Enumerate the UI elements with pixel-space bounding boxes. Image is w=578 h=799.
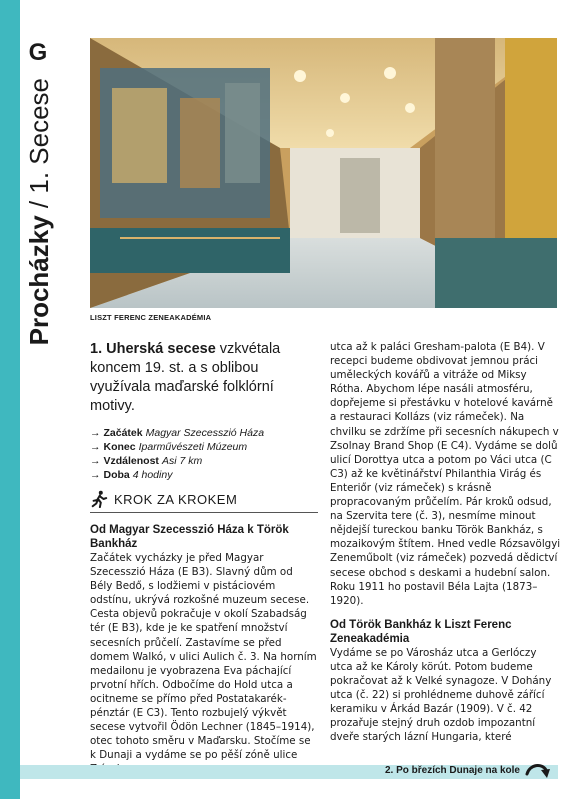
vertical-title-main: Procházky — [24, 215, 54, 346]
fact-label: Vzdálenost — [103, 455, 159, 467]
accent-sidebar — [0, 0, 20, 799]
fact-value: Asi 7 km — [161, 455, 203, 467]
vertical-title — [22, 78, 56, 378]
left-column — [90, 340, 318, 787]
curved-arrow-icon[interactable] — [524, 760, 552, 782]
section-letter: G — [28, 39, 48, 66]
walking-figure-icon — [90, 490, 108, 508]
step-heading-text: KROK ZA KROKEM — [114, 491, 238, 507]
fact-distance: → Vzdálenost Asi 7 km — [90, 455, 203, 467]
fact-value: Iparművészeti Múzeum — [138, 441, 248, 453]
fact-label: Konec — [103, 441, 136, 453]
vertical-title-sub: 1. Secese — [24, 78, 54, 194]
next-route-link[interactable]: 2. Po březích Dunaje na kole — [384, 765, 520, 776]
interior-photo — [90, 38, 557, 308]
lead-paragraph — [90, 340, 318, 416]
right-paragraph: utca až k paláci Gresham-palota (E B4). V recepci budeme obdivovat jemnou práci uměleckých kovářů a vitráže od Miksy Rótha. Abychom lépe nasáli atmosféru, dopřejeme si přestávku v hotelové kavárně a restauraci Kollázs (viz rámeček). Na chvilku se zdržíme při secesních nákupech v Zsolnay Brand Shop (E C4). Vydáme se dolů ulicí Dorottya utca a potom po Váci utca (C C3) až ke květinářství Philanthia Virág és Enteriőr (viz rámeček) s krásně propracovaným průčelím. Pár kroků odsud, na Szervita tere (č. 3), nesmíme minout nějdejší tureckou banku Török Bankház, s mozaikovým štítem. Hned vedle Rózsavölgyi Zeneműbolt (viz rámeček) pozvedá dědictví secese obchod s deskami a hudební salon. Roku 1911 ho postavil Béla Lajta (1873–1920). — [330, 341, 561, 607]
fact-duration: → Doba 4 hodiny — [90, 469, 173, 481]
fact-value: Magyar Szecesszió Háza — [145, 427, 265, 439]
photo-caption: LISZT FERENC ZENEAKADÉMIA — [90, 313, 212, 322]
fact-end: → Konec Iparművészeti Múzeum — [90, 441, 248, 453]
fact-label: Doba — [103, 469, 130, 481]
fact-label: Začátek — [103, 427, 143, 439]
section2-heading: Od Török Bankház k Liszt Ferenc Zeneakadémia — [330, 618, 512, 645]
fact-start: → Začátek Magyar Szecesszió Háza — [90, 427, 265, 439]
section1-heading: Od Magyar Szecesszió Háza k Török Bankház — [90, 524, 289, 550]
lead-title: 1. Uherská secese — [90, 341, 216, 357]
fact-value: 4 hodiny — [132, 469, 173, 481]
section2-text: Vydáme se po Városház utca a Gerlóczy utca až ke Károly körút. Potom budeme pokračovat až k Velké synagoze. V Dohány utca (č. 22) si prohlédneme duhově zářící keramiku v Árkád Bazár (1909). V č. 42 prozařuje stejný druh ozdob impozantní dveře starých lázní Hungaria, které — [330, 646, 552, 744]
route-facts — [90, 426, 318, 482]
section1-text: Začátek vycházky je před Magyar Szecesszió Háza (E B3). Slavný dům od Bély Bedő, s lodžiemi v pistáciovém odstínu, ukrývá rozkošné muzeum secese. Cesta objevů pokračuje v okolí Szabadság tér (E B3), kde je ke spatření množství secesních průčelí. Zastavíme se před domem Walkó, v ulici Aulich č. 3. Na horním medailonu je vyobrazena Eva páchající prvotní hřích. Odbočíme do Hold utca a ocitneme se přímo před Postatakarék-pénztár (E C3). Tento rozbujelý výkvět secese vytvořil Ödön Lechner (1845–1914), otec tohoto směru v Maďarsku. Stočíme se k Dunaji a vydáme se po pěší zóně ulice — [90, 552, 317, 762]
step-by-step-heading — [90, 490, 318, 513]
right-column — [330, 340, 562, 754]
interior-photo-illustration — [90, 38, 557, 308]
vertical-title-separator: / — [24, 193, 54, 216]
lead-text: vzkvétala koncem 19. st. a s oblibou využívala maďarské folklórní motivy. — [90, 341, 281, 414]
